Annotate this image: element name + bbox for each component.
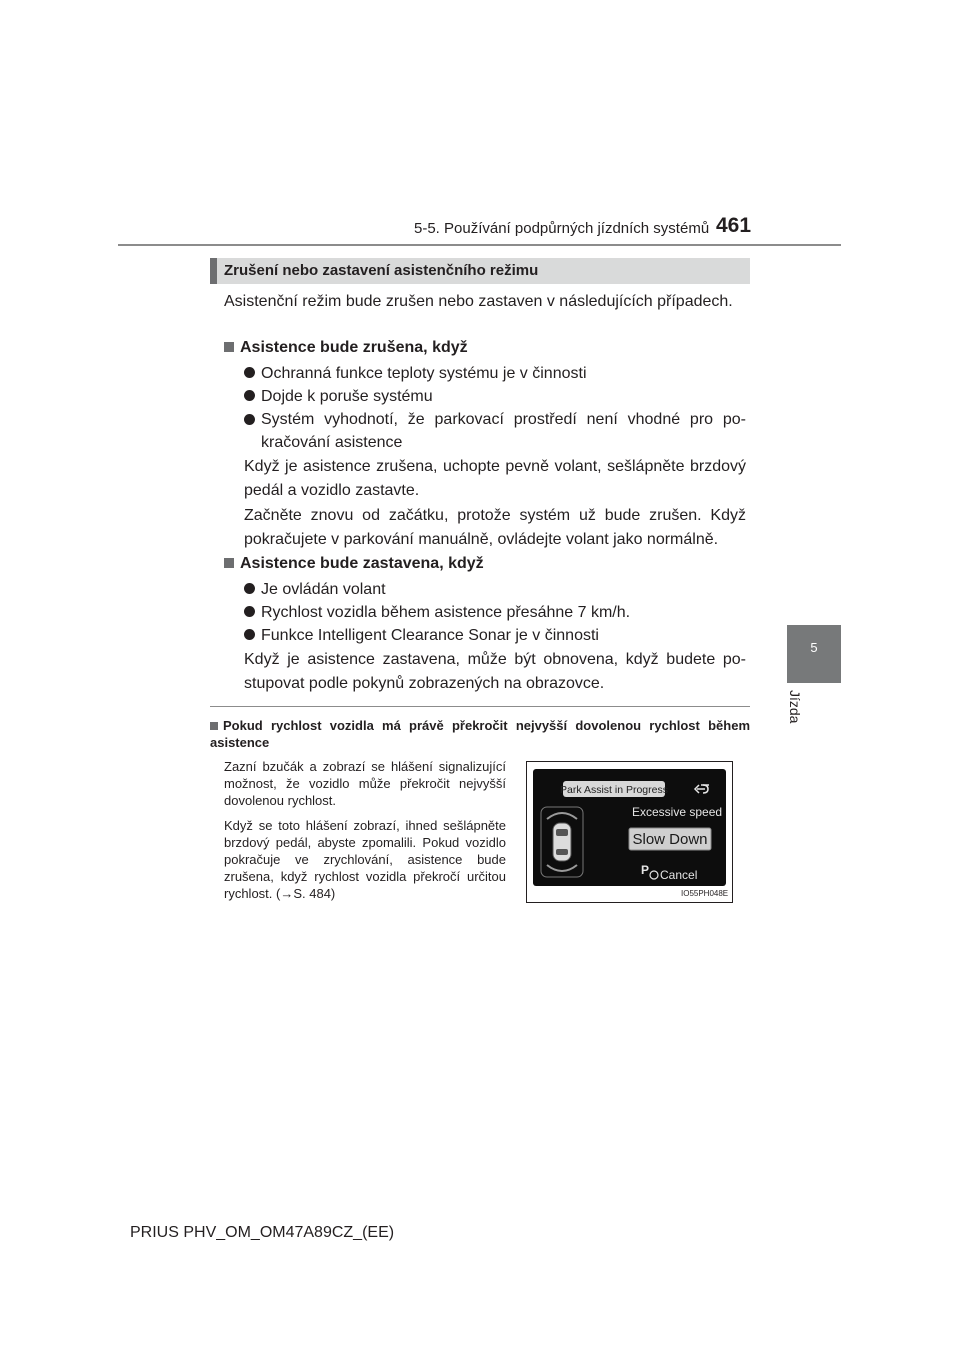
note-heading: Pokud rychlost vozidla má právě překročit nejvyšší dovolenou rychlost během asistence [210, 718, 750, 750]
display-screen [533, 769, 726, 886]
banner-text: Park Assist in Progress [560, 784, 668, 796]
display-graphics [533, 769, 726, 886]
list-item: Ochranná funkce teploty systému je v činnosti [244, 362, 746, 385]
bullet-icon [244, 414, 255, 425]
sensor-arc-rear [547, 865, 577, 871]
square-bullet-icon [224, 342, 234, 352]
bullet-icon [244, 606, 255, 617]
page-number: 461 [716, 214, 752, 237]
car-rear-window [556, 849, 568, 855]
bullet-icon [244, 583, 255, 594]
list-item: Dojde k poruše systému [244, 385, 746, 408]
back-arrow-icon [695, 785, 708, 793]
section-heading-accent [210, 258, 217, 284]
note-paragraph-2: Když se toto hlášení zobrazí, ihned sešlápněte brzdový pedál, abyste zpomalili. Pokud vozidlo pokračuje ve zrychlování, asistence bude zrušena, když rychlost vozidla překročí určitou rychlost. (→S. 484) [224, 818, 506, 901]
cancelled-paragraph-1: Když je asistence zrušena, uchopte pevně volant, sešlápněte brzdový pedál a vozidlo zastavte. [244, 458, 746, 499]
stopped-heading: Asistence bude zastavena, když [224, 555, 484, 573]
slow-down-text: Slow Down [632, 831, 708, 848]
note-divider [210, 706, 750, 707]
p-label: P [641, 863, 650, 877]
warning-text: Excessive speed [632, 805, 723, 819]
sensor-arc-front [547, 813, 577, 819]
car-icon [553, 823, 571, 861]
list-item: Rychlost vozidla během asistence přesáhne 7 km/h. [244, 601, 746, 624]
car-windshield [556, 829, 568, 836]
stopped-paragraph: Když je asistence zastavena, může být obnovena, když budete postupovat podle pokynů zobrazených na obrazovce. [244, 651, 746, 692]
bullet-icon [244, 367, 255, 378]
figure-code: IO55PH048E [681, 889, 729, 898]
cancelled-paragraph-2: Začněte znovu od začátku, protože systém už bude zrušen. Když pokračujete v parkování manuálně, ovládejte volant jako normálně. [244, 507, 746, 548]
bullet-icon [244, 390, 255, 401]
chapter-tab-label: Jízda [787, 690, 803, 724]
intro-paragraph: Asistenční režim bude zrušen nebo zastaven v následujících případech. [224, 293, 733, 310]
cancelled-heading: Asistence bude zrušena, když [224, 339, 468, 357]
header-section-title: 5-5. Používání podpůrných jízdních systémů [414, 220, 710, 237]
header-divider [118, 244, 841, 246]
p-cancel-icon [650, 871, 658, 879]
bullet-icon [244, 629, 255, 640]
square-bullet-icon [210, 722, 218, 730]
square-bullet-icon [224, 558, 234, 568]
section-heading: Zrušení nebo zastavení asistenčního režimu [224, 262, 539, 279]
chapter-tab-number: 5 [810, 640, 818, 655]
screen-illustration [526, 761, 733, 903]
list-item: Systém vyhodnotí, že parkovací prostředí není vhodné pro pokračování asistence [244, 408, 746, 454]
list-item: Funkce Intelligent Clearance Sonar je v činnosti [244, 624, 746, 647]
cancel-text: Cancel [660, 868, 698, 882]
note-paragraph-1: Zazní bzučák a zobrazí se hlášení signalizující možnost, že vozidlo může překročit nejvyšší dovolenou rychlost. [224, 759, 506, 808]
footer-document-id: PRIUS PHV_OM_OM47A89CZ_(EE) [130, 1224, 395, 1241]
list-item: Je ovládán volant [244, 578, 746, 601]
